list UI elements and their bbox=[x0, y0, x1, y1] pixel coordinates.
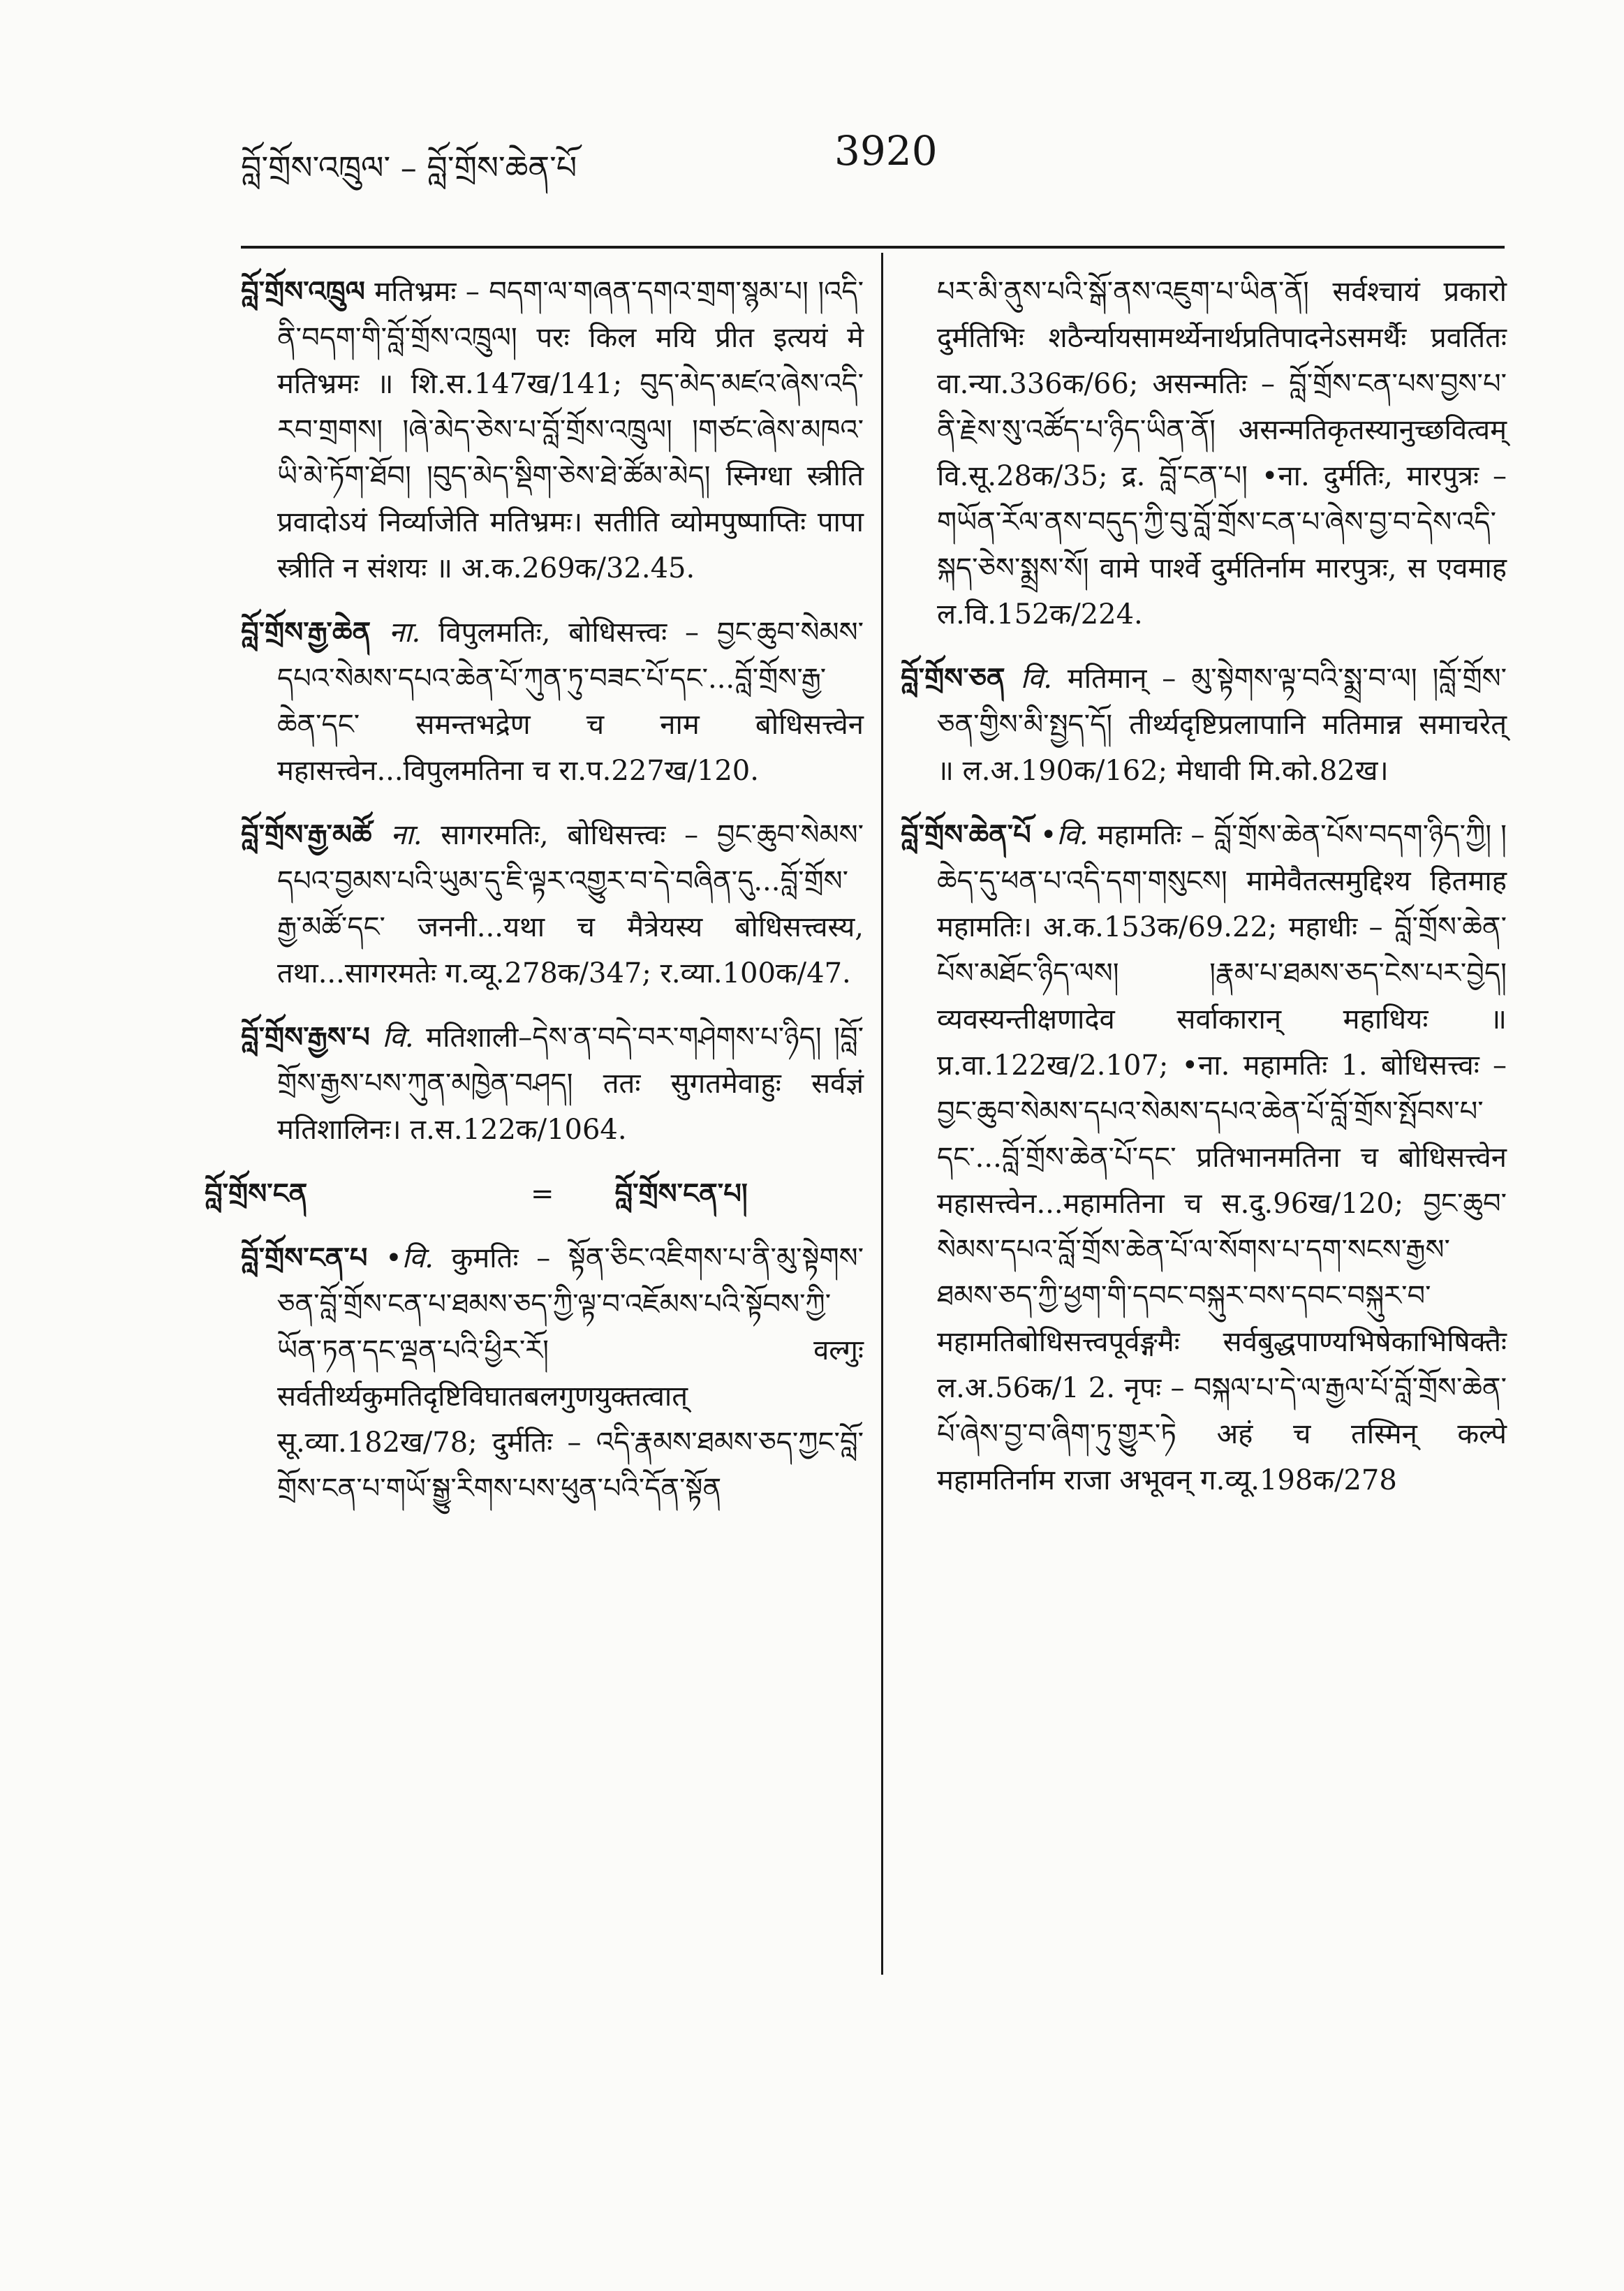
entry-abbreviation: •वि. bbox=[385, 1242, 434, 1274]
entry-text: सागरमतिः, बोधिसत्त्वः – བྱང་ཆུབ་སེམས་དཔའ་བྱམས་པའི་ཡུམ་དུ་ཇི་ལྟར་འགྱུར་བ་དེ་བཞིན་དུ...བློ་གྲོས་རྒྱ་མཚོ་དང་ जननी...यथा च मैत्रेयस्य बोधिसत्त्वस्य, तथा...सागरमतेः ग.व्यू.278क/347; र.व्या.100क/47. bbox=[277, 819, 864, 989]
entry-text: महामतिः – བློ་གྲོས་ཆེན་པོས་བདག་ཉིད་ཀྱི། །ཆེད་དུ་ཕན་པ་འདི་དག་གསུངས། मामेवैतत्समुद्दिश्य हितमाह महामतिः। अ.क.153क/69.22; महाधीः – བློ་གྲོས་ཆེན་པོས་མཐོང་ཉིད་ལས། །རྣམ་པ་ཐམས་ཅད་ངེས་པར་བྱེད། व्यवस्यन्तीक्षणादेव सर्वाकारान् महाधियः ॥ प्र.वा.122ख/2.107; •ना. महामतिः 1. बोधिसत्त्वः – བྱང་ཆུབ་སེམས་དཔའ་སེམས་དཔའ་ཆེན་པོ་བློ་གྲོས་སྤོབས་པ་དང་...བློ་གྲོས་ཆེན་པོ་དང་ प्रतिभानमतिना च बोधिसत्त्वेन महासत्त्वेन...महामतिना च स.दु.96ख/120; བྱང་ཆུབ་སེམས་དཔའ་བློ་གྲོས་ཆེན་པོ་ལ་སོགས་པ་དག་སངས་རྒྱས་ཐམས་ཅད་ཀྱི་ཕྱག་གི་དབང་བསྐུར་བས་དབང་བསྐུར་བ་ महामतिबोधिसत्त्वपूर्वङ्गमैः सर्वबुद्धपाण्यभिषेकाभिषिक्तैः ल.अ.56क/1 2. नृपः – བསྐལ་པ་དེ་ལ་རྒྱལ་པོ་བློ་གྲོས་ཆེན་པོ་ཞེས་བྱ་བ་ཞིག་ཏུ་གྱུར་ཏེ अहं च तस्मिन् कल्पे महामतिर्नाम राजा अभूवन् ग.व्यू.198क/278 bbox=[937, 819, 1507, 1496]
entry-headword: བློ་གྲོས་ཆེན་པོ bbox=[901, 818, 1031, 851]
entry-blo-gros-rgya-chen bbox=[241, 610, 864, 794]
xref-equals: = bbox=[530, 1178, 554, 1210]
running-head bbox=[241, 127, 1498, 190]
entry-abbreviation: •वि. bbox=[1040, 819, 1088, 851]
entry-text: कुमतिः – སྟོན་ཅིང་འཇིགས་པ་ནི་མུ་སྟེགས་ཅན་བློ་གྲོས་ངན་པ་ཐམས་ཅད་ཀྱི་ལྟ་བ་འཇོམས་པའི་སྟོབས་ཀྱི་ཡོན་ཏན་དང་ལྡན་པའི་ཕྱིར་རོ། वल्गुः सर्वतीर्थ्यकुमतिदृष्टिविघातबलगुणयुक्तत्वात् सू.व्या.182ख/78; दुर्मतिः – འདི་རྣམས་ཐམས་ཅད་ཀྱང་བློ་གྲོས་ངན་པ་གཡོ་སྒྱུ་རིགས་པས་ཕུན་པའི་དོན་སྟོན bbox=[277, 1242, 864, 1505]
page-number: 3920 bbox=[834, 127, 938, 175]
entry-headword: བློ་གྲོས་ངན་པ bbox=[241, 1242, 368, 1274]
header-rule bbox=[241, 246, 1505, 249]
xref-target: བློ་གྲོས་ངན་པ། bbox=[614, 1177, 748, 1210]
entry-abbreviation: ना. bbox=[388, 617, 421, 649]
entry-abbreviation: वि. bbox=[1020, 663, 1052, 695]
entry-headword: བློ་གྲོས་རྒྱ་མཚོ bbox=[241, 818, 372, 851]
entry-abbreviation: वि. bbox=[382, 1022, 414, 1054]
entry-continuation bbox=[901, 269, 1507, 638]
entry-blo-gros-rgyas-pa bbox=[241, 1015, 864, 1153]
right-column bbox=[901, 269, 1507, 1980]
entry-blo-gros-khrul bbox=[241, 269, 864, 591]
entry-blo-gros-chen-po bbox=[901, 812, 1507, 1503]
entry-headword: བློ་གྲོས་ངན bbox=[205, 1177, 308, 1210]
entry-text: विपुलमतिः, बोधिसत्त्वः – བྱང་ཆུབ་སེམས་དཔའ་སེམས་དཔའ་ཆེན་པོ་ཀུན་ཏུ་བཟང་པོ་དང་...བློ་གྲོས་རྒྱ་ཆེན་དང་ समन्तभद्रेण च नाम बोधिसत्त्वेन महासत्त्वेन...विपुलमतिना च रा.प.227ख/120. bbox=[277, 617, 864, 787]
entry-headword: བློ་གྲོས་རྒྱ་ཆེན bbox=[241, 616, 371, 649]
column-divider bbox=[881, 253, 883, 1975]
entry-text: मतिशाली–དེས་ན་བདེ་བར་གཤེགས་པ་ཉིད། །བློ་གྲོས་རྒྱས་པས་ཀུན་མཁྱེན་བཤད། ततः सुगतमेवाहुः सर्वज्ञं मतिशालिनः। त.स.122क/1064. bbox=[277, 1022, 864, 1146]
entry-text: मतिमान् – མུ་སྟེགས་ལྟ་བའི་སྨྲ་བ་ལ། །བློ་གྲོས་ཅན་གྱིས་མི་སྤྱད་དོ། तीर्थ्यदृष्टिप्रलापानि मतिमान्न समाचरेत् ॥ ल.अ.190क/162; मेधावी मि.को.82ख। bbox=[937, 663, 1507, 787]
entry-blo-gros-ngan-pa bbox=[241, 1235, 864, 1512]
entry-blo-gros-rgya-mtsho bbox=[241, 812, 864, 996]
left-column bbox=[205, 269, 864, 1980]
entry-blo-gros-can bbox=[901, 656, 1507, 794]
entry-blo-gros-ngan-xref bbox=[205, 1171, 864, 1217]
running-head-range: བློ་གྲོས་འཁྲུལ་ – བློ་གྲོས་ཆེན་པོ bbox=[241, 149, 577, 186]
entry-headword: བློ་གྲོས་ཅན bbox=[901, 662, 1005, 695]
entry-text: मतिभ्रमः – བདག་ལ་གཞན་དགའ་གྲག་སྙམ་པ། །འདི་ནི་བདག་གི་བློ་གྲོས་འཁྲུལ། परः किल मयि प्रीत इत्ययं मे मतिभ्रमः ॥ शि.स.147ख/141; བུད་མེད་མཛའ་ཞེས་འདི་རབ་གྲགས། །ཞེ་མེད་ཅེས་པ་བློ་གྲོས་འཁྲུལ། །གཙང་ཞེས་མཁའ་ཡི་མེ་ཏོག་ཐོབ། །བུད་མེད་སྡིག་ཅེས་ཐེ་ཚོམ་མེད། स्निग्धा स्त्रीति प्रवादोऽयं निर्व्याजेति मतिभ्रमः। सतीति व्योमपुष्पाप्तिः पापा स्त्रीति न संशयः ॥ अ.क.269क/32.45. bbox=[277, 276, 864, 584]
entry-text: པར་མི་ནུས་པའི་སྒོ་ནས་འཇུག་པ་ཡིན་ནོ། सर्वश्चायं प्रकारो दुर्मतिभिः शठैर्न्यायसामर्थ्येनार्थप्रतिपादनेऽसमर्थैः प्रवर्तितः वा.न्या.336क/66; असन्मतिः – བློ་གྲོས་ངན་པས་བྱས་པ་ནི་རྗེས་སུ་འཚོད་པ་ཉིད་ཡིན་ནོ། असन्मतिकृतस्यानुच्छवित्वम् वि.सू.28क/35; द्र. བློ་ངན་པ། •ना. दुर्मतिः, मारपुत्रः – གཡོན་རོལ་ནས་བདུད་ཀྱི་བུ་བློ་གྲོས་ངན་པ་ཞེས་བྱ་བ་དེས་འདི་སྐད་ཅེས་སྨྲས་སོ། वामे पार्श्वे दुर्मतिर्नाम मारपुत्रः, स एवमाह ल.वि.152क/224. bbox=[937, 276, 1507, 631]
entry-headword: བློ་གྲོས་འཁྲུལ bbox=[241, 275, 365, 308]
entry-abbreviation: ना. bbox=[390, 819, 422, 851]
entry-headword: བློ་གྲོས་རྒྱས་པ bbox=[241, 1021, 370, 1054]
